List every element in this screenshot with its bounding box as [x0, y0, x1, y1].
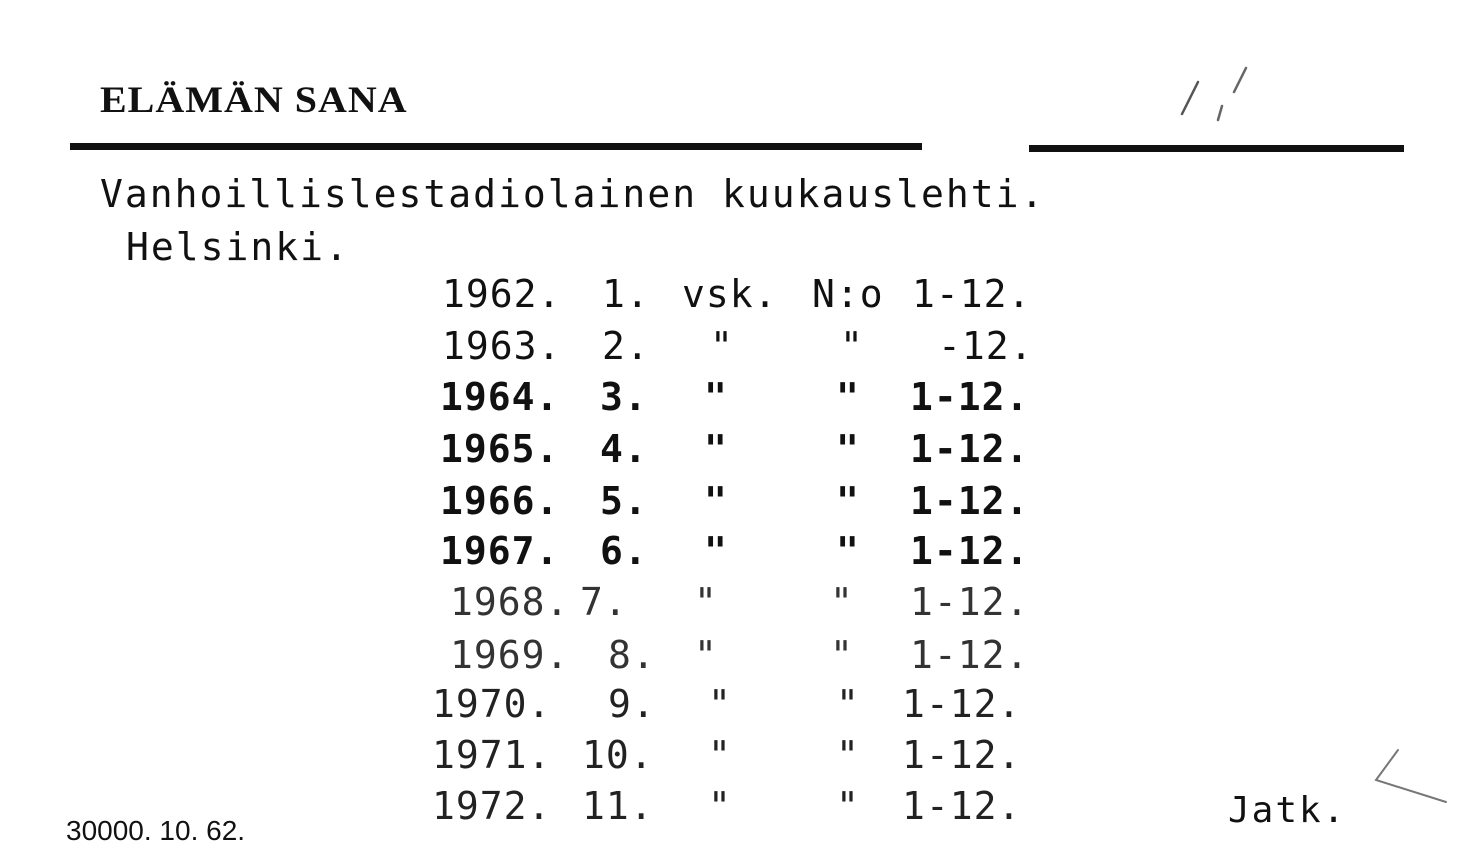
holdings-vsk: "	[704, 427, 728, 471]
holdings-range: 1-12.	[902, 733, 1022, 777]
holdings-volume: 8.	[608, 633, 656, 677]
holdings-number-label: "	[836, 529, 860, 573]
holdings-volume: 1.	[602, 272, 650, 316]
holdings-number-label: "	[836, 375, 860, 419]
holdings-volume: 2.	[602, 324, 650, 368]
holdings-range: 1-12.	[910, 375, 1030, 419]
holdings-year: 1963.	[442, 324, 562, 368]
holdings-year: 1972.	[432, 784, 552, 828]
holdings-volume: 10.	[582, 733, 654, 777]
holdings-year: 1971.	[432, 733, 552, 777]
holdings-year: 1962.	[442, 272, 562, 316]
holdings-vsk: "	[704, 375, 728, 419]
holdings-number-label: "	[836, 427, 860, 471]
holdings-range: 1-12.	[910, 529, 1030, 573]
holdings-year: 1970.	[432, 682, 552, 726]
holdings-volume: 4.	[600, 427, 648, 471]
holdings-number-label: "	[836, 682, 860, 726]
holdings-year: 1966.	[440, 479, 560, 523]
card-title: ELÄMÄN SANA	[100, 78, 408, 121]
holdings-range: 1-12.	[912, 272, 1032, 316]
holdings-vsk: "	[694, 633, 718, 677]
holdings-volume: 11.	[582, 784, 654, 828]
pencil-mark-icon	[1160, 62, 1260, 132]
publication-place: Helsinki.	[126, 225, 350, 269]
holdings-year: 1967.	[440, 529, 560, 573]
holdings-volume: 7.	[580, 580, 628, 624]
holdings-year: 1968.	[450, 580, 570, 624]
holdings-vsk: vsk.	[682, 272, 778, 316]
holdings-number-label: "	[836, 479, 860, 523]
title-rule-left	[70, 143, 922, 150]
holdings-vsk: "	[710, 324, 734, 368]
holdings-range: 1-12.	[910, 479, 1030, 523]
holdings-volume: 9.	[608, 682, 656, 726]
holdings-number-label: "	[840, 324, 864, 368]
holdings-vsk: "	[704, 479, 728, 523]
holdings-vsk: "	[694, 580, 718, 624]
holdings-range: -12.	[938, 324, 1034, 368]
holdings-year: 1964.	[440, 375, 560, 419]
holdings-volume: 6.	[600, 529, 648, 573]
holdings-range: 1-12.	[902, 682, 1022, 726]
holdings-vsk: "	[708, 682, 732, 726]
holdings-number-label: "	[830, 633, 854, 677]
holdings-volume: 5.	[600, 479, 648, 523]
holdings-range: 1-12.	[910, 427, 1030, 471]
holdings-vsk: "	[708, 733, 732, 777]
holdings-number-label: "	[836, 784, 860, 828]
holdings-range: 1-12.	[902, 784, 1022, 828]
holdings-vsk: "	[704, 529, 728, 573]
holdings-number-label: "	[836, 733, 860, 777]
holdings-year: 1965.	[440, 427, 560, 471]
title-rule-right	[1029, 145, 1404, 152]
holdings-year: 1969.	[450, 633, 570, 677]
holdings-range: 1-12.	[910, 580, 1030, 624]
continued-label: Jatk.	[1228, 790, 1347, 831]
print-code: 30000. 10. 62.	[66, 815, 246, 846]
holdings-number-label: N:o	[812, 272, 884, 316]
holdings-range: 1-12.	[910, 633, 1030, 677]
card-subtitle: Vanhoillislestadiolainen kuukauslehti.	[100, 172, 1046, 216]
holdings-number-label: "	[830, 580, 854, 624]
pencil-arrow-icon	[1368, 740, 1458, 810]
holdings-volume: 3.	[600, 375, 648, 419]
holdings-vsk: "	[708, 784, 732, 828]
